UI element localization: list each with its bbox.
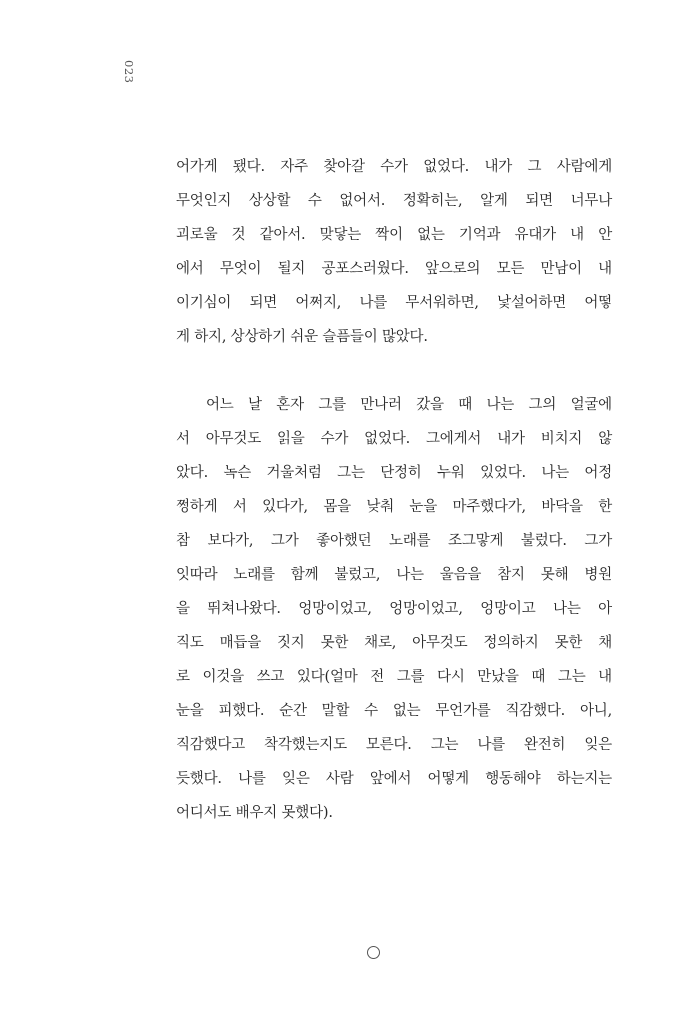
text-line: 무엇인지 상상할 수 없어서. 정확히는, 알게 되면 너무나 [176, 193, 612, 209]
text-line: 로 이것을 쓰고 있다(얼마 전 그를 다시 만났을 때 그는 내 [176, 669, 612, 685]
text-line: 괴로울 것 같아서. 맞닿는 짝이 없는 기억과 유대가 내 안 [176, 227, 612, 243]
text-line: 쩡하게 서 있다가, 몸을 낮춰 눈을 마주했다가, 바닥을 한 [176, 499, 612, 515]
text-line: 듯했다. 나를 잊은 사람 앞에서 어떻게 행동해야 하는지는 [176, 771, 612, 787]
text-line: 을 뛰쳐나왔다. 엉망이었고, 엉망이었고, 엉망이고 나는 아 [176, 601, 612, 617]
paragraph-spacer [176, 354, 612, 388]
text-line: 게 하지, 상상하기 쉬운 슬픔들이 많았다. [176, 329, 428, 345]
text-line: 직감했다고 착각했는지도 모른다. 그는 나를 완전히 잊은 [176, 737, 612, 753]
text-line: 눈을 피했다. 순간 말할 수 없는 무언가를 직감했다. 아니, [176, 703, 612, 719]
text-line: 이기심이 되면 어쩌지, 나를 무서워하면, 낯설어하면 어떻 [176, 295, 612, 311]
text-line: 직도 매듭을 짓지 못한 채로, 아무것도 정의하지 못한 채 [176, 635, 612, 651]
text-line: 어디서도 배우지 못했다). [176, 805, 333, 821]
body-text [176, 150, 612, 830]
text-line: 에서 무엇이 될지 공포스러웠다. 앞으로의 모든 만남이 내 [176, 261, 612, 277]
text-line: 어가게 됐다. 자주 찾아갈 수가 없었다. 내가 그 사람에게 [176, 159, 612, 175]
circle-icon [367, 946, 380, 959]
text-line: 서 아무것도 읽을 수가 없었다. 그에게서 내가 비치지 않 [176, 431, 612, 447]
text-line: 참 보다가, 그가 좋아했던 노래를 조그맣게 불렀다. 그가 [176, 533, 612, 549]
text-line: 잇따라 노래를 함께 불렀고, 나는 울음을 참지 못해 병원 [176, 567, 612, 583]
text-line: 았다. 녹슨 거울처럼 그는 단정히 누워 있었다. 나는 어정 [176, 465, 612, 481]
page-number: 023 [122, 60, 136, 84]
paragraph-2 [176, 388, 612, 830]
paragraph-1 [176, 150, 612, 354]
text-line: 어느 날 혼자 그를 만나러 갔을 때 나는 그의 얼굴에 [206, 397, 612, 413]
